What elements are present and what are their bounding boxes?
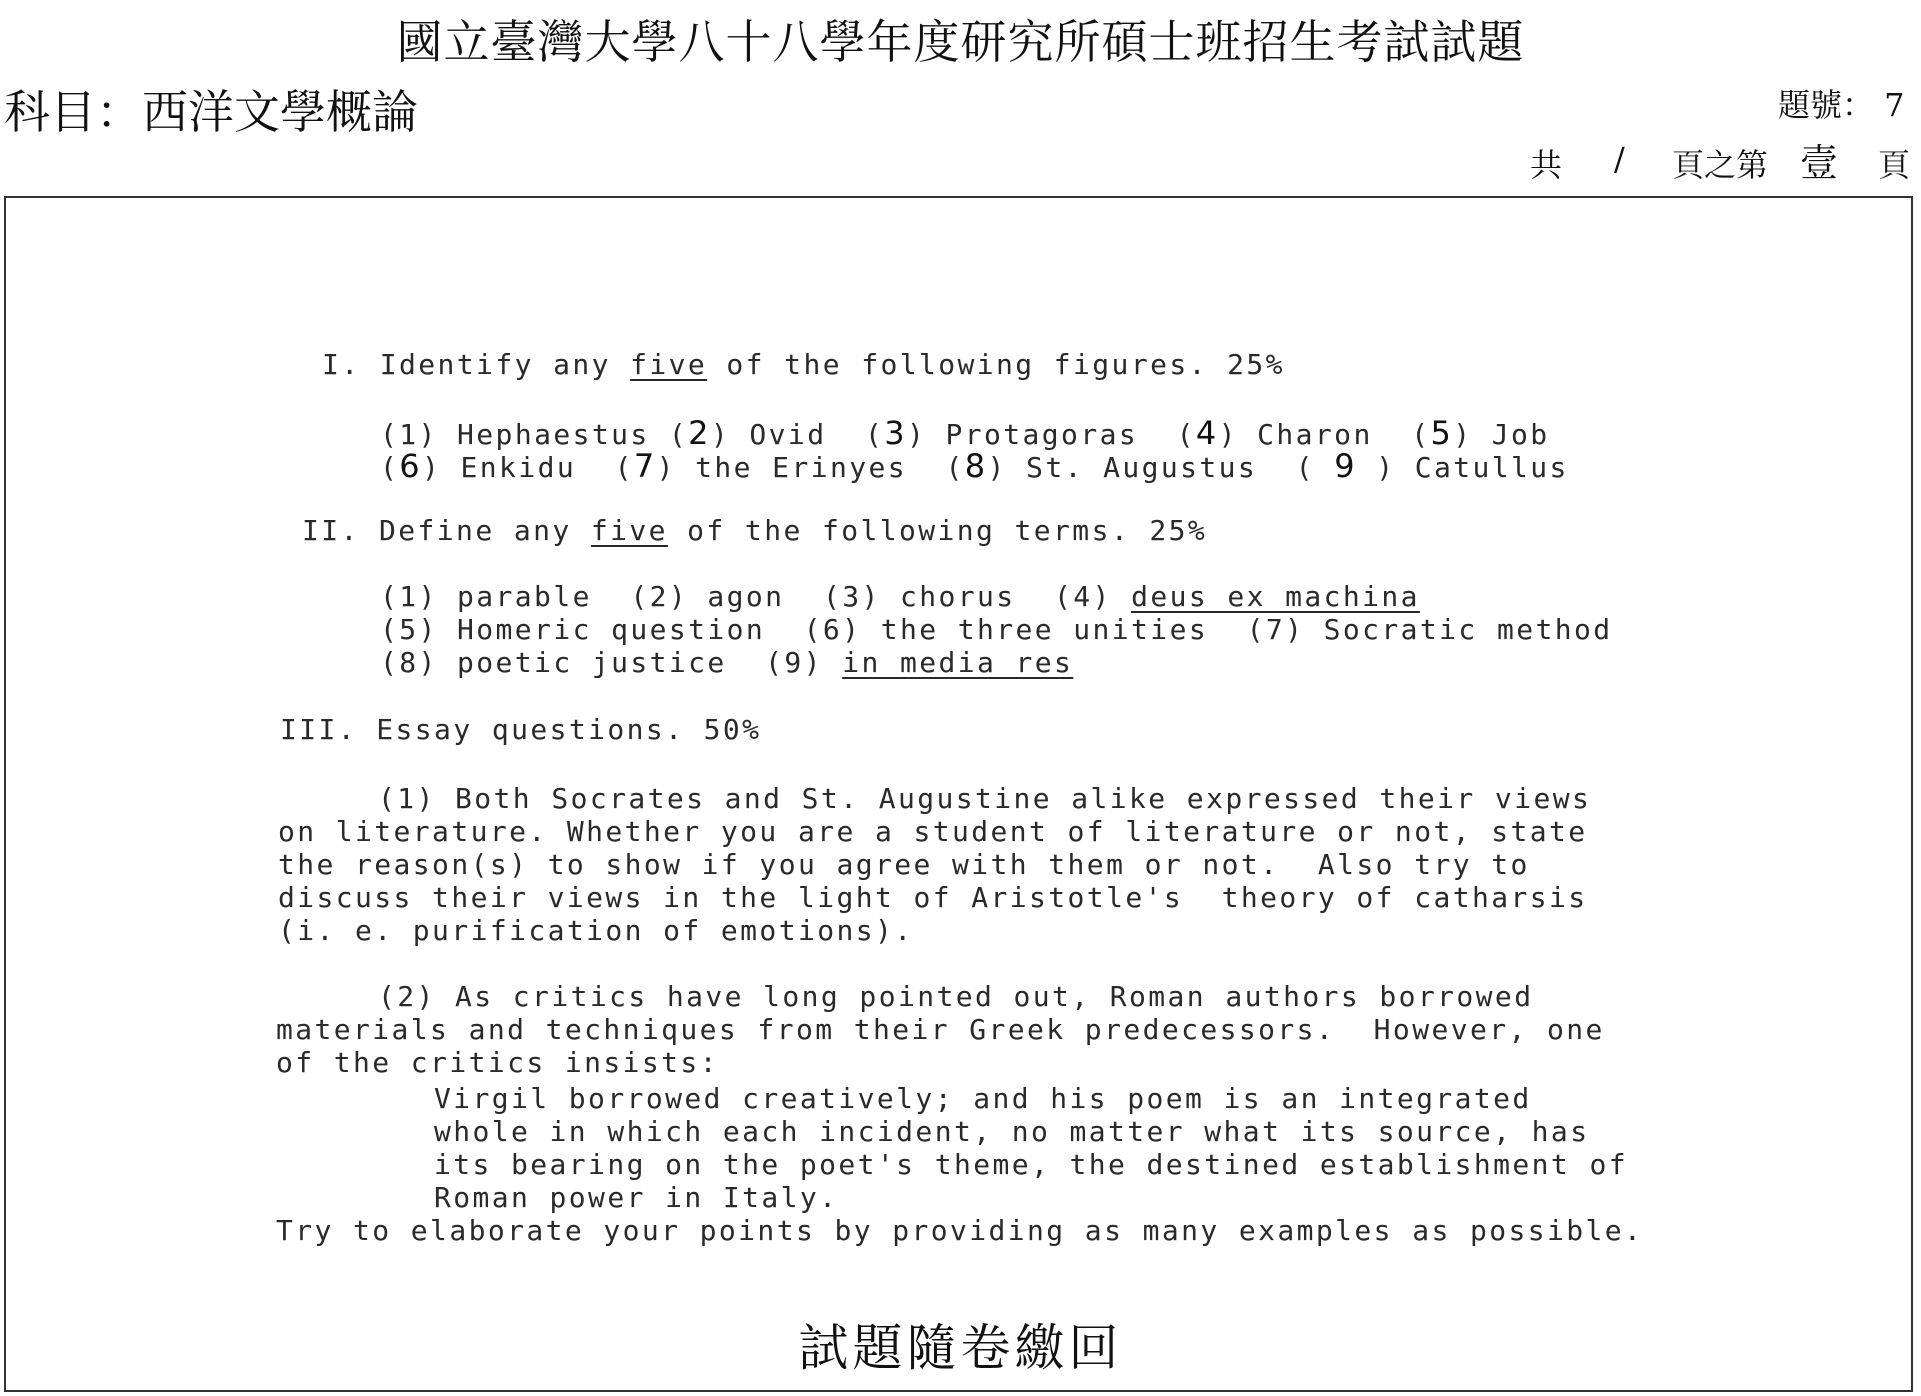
quote-line-4: Roman power in Italy. bbox=[434, 1181, 839, 1214]
section2-heading bbox=[302, 514, 1207, 547]
figure-num-2: 2 bbox=[688, 414, 711, 452]
exam-title: 國立臺灣大學八十八學年度研究所碩士班招生考試試題 bbox=[396, 15, 1525, 69]
term-8: (8) poetic justice bbox=[380, 646, 727, 679]
essay-q1-line-3: the reason(s) to show if you agree with them or not. Also try to bbox=[278, 848, 1530, 881]
figure-num-9: 9 bbox=[1334, 447, 1357, 485]
figure-num-3: 3 bbox=[884, 414, 907, 452]
figure-num-8: 8 bbox=[964, 447, 988, 485]
terms-row-3 bbox=[380, 646, 1073, 679]
question-number: 題號： 7 bbox=[1778, 86, 1905, 124]
essay-q2-line-1: (2) As critics have long pointed out, Roman authors borrowed bbox=[378, 980, 1534, 1013]
page-total: / bbox=[1614, 140, 1625, 178]
page-suffix: 頁 bbox=[1878, 146, 1911, 184]
figure-num-4: 4 bbox=[1195, 414, 1219, 452]
term-2: (2) agon bbox=[630, 580, 785, 613]
figure-num-6: 6 bbox=[399, 447, 423, 485]
term-4: deus ex machina bbox=[1131, 580, 1420, 613]
figure-6: Enkidu bbox=[460, 451, 577, 484]
terms-row-2 bbox=[380, 613, 1613, 646]
term-9: in media res bbox=[842, 646, 1074, 679]
figure-4: Charon bbox=[1257, 418, 1373, 451]
figure-num-7: 7 bbox=[633, 447, 657, 485]
section2-heading-suffix: of the following terms. 25% bbox=[667, 514, 1208, 547]
term-6: (6) the three unities bbox=[803, 613, 1209, 646]
essay-q1-line-2: on literature. Whether you are a student of literature or not, state bbox=[278, 815, 1588, 848]
essay-q1-line-1: (1) Both Socrates and St. Augustine alike expressed their views bbox=[378, 782, 1592, 815]
terms-row-1 bbox=[380, 580, 1420, 613]
quote-line-1: Virgil borrowed creatively; and his poem is an integrated bbox=[434, 1082, 1532, 1115]
figure-9: Catullus bbox=[1414, 451, 1569, 484]
page-total-label: 共 bbox=[1530, 146, 1563, 184]
figure-num-1: 1 bbox=[399, 418, 419, 451]
figure-1: Hephaestus bbox=[457, 418, 650, 451]
figure-2: Ovid bbox=[749, 418, 827, 451]
term-3: (3) chorus bbox=[822, 580, 1016, 613]
figures-row-1: (1) Hephaestus (2) Ovid (3) Protagoras (4) Charon (5) Job bbox=[380, 414, 1550, 452]
section2-heading-prefix: II. Define any bbox=[302, 514, 591, 547]
figures-row-2: (6) Enkidu (7) the Erinyes (8) St. Augustus ( 9 ) Catullus bbox=[380, 447, 1569, 485]
page-current: 壹 bbox=[1800, 141, 1839, 185]
essay-closing: Try to elaborate your points by providing as many examples as possible. bbox=[276, 1214, 1644, 1247]
essay-q2-line-3: of the critics insists: bbox=[276, 1046, 719, 1079]
footer-note: 試題隨卷繳回 bbox=[798, 1319, 1123, 1377]
figure-5: Job bbox=[1491, 418, 1550, 451]
term-4-number: (4) bbox=[1054, 580, 1112, 613]
figure-3: Protagoras bbox=[945, 418, 1139, 451]
quote-line-2: whole in which each incident, no matter what its source, has bbox=[434, 1115, 1590, 1148]
quote-line-3: its bearing on the poet's theme, the destined establishment of bbox=[434, 1148, 1628, 1181]
essay-q2-line-2: materials and techniques from their Greek predecessors. However, one bbox=[276, 1013, 1605, 1046]
figure-num-5: 5 bbox=[1430, 414, 1454, 452]
figure-8: St. Augustus bbox=[1026, 451, 1258, 484]
page-of-label: 頁之第 bbox=[1672, 146, 1769, 184]
term-5: (5) Homeric question bbox=[380, 613, 766, 646]
section2-emphasis: five bbox=[590, 514, 668, 547]
section1-heading bbox=[322, 348, 1285, 381]
figure-7: the Erinyes bbox=[695, 451, 907, 484]
subject-label: 科目：西洋文學概論 bbox=[4, 85, 418, 139]
essay-q1-line-4: discuss their views in the light of Aristotle's theory of catharsis bbox=[278, 881, 1588, 914]
section1-emphasis: five bbox=[630, 348, 708, 381]
section1-heading-suffix: of the following figures. 25% bbox=[707, 348, 1285, 381]
term-9-number: (9) bbox=[765, 646, 823, 679]
section1-heading-prefix: I. Identify any bbox=[322, 348, 631, 381]
term-7: (7) Socratic method bbox=[1246, 613, 1613, 646]
term-1: (1) parable bbox=[380, 580, 592, 613]
essay-q1-line-5: (i. e. purification of emotions). bbox=[278, 914, 914, 947]
section3-heading: III. Essay questions. 50% bbox=[280, 713, 762, 746]
